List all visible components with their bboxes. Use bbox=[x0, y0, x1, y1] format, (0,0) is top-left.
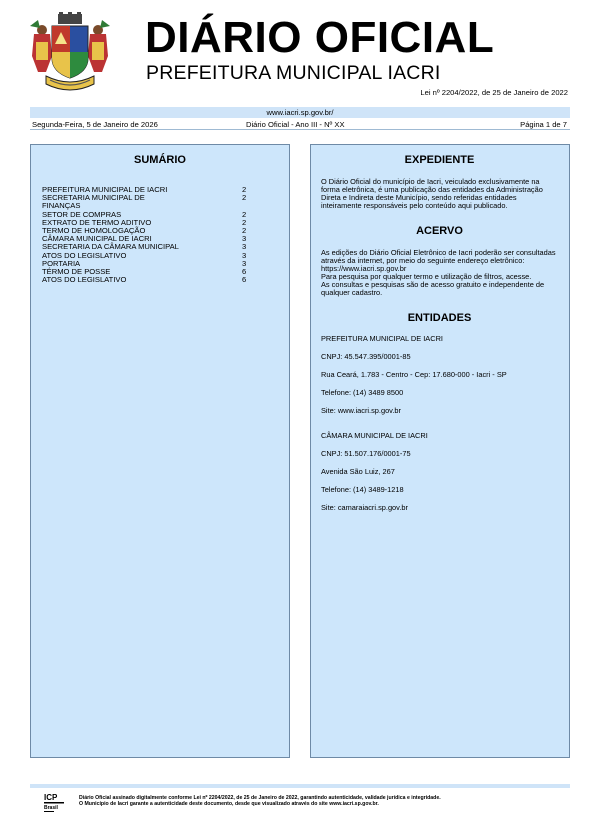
acervo-text-line: Para pesquisa por qualquer termo e utilização de filtros, acesse. bbox=[321, 272, 532, 281]
expediente-panel bbox=[310, 144, 570, 758]
page-title: DIÁRIO OFICIAL bbox=[145, 13, 495, 62]
expediente-text: O Diário Oficial do município de Iacri, veiculado exclusivamente na forma eletrônica, é uma publicação das entidades da Administração Direta e Indireta deste Município, sendo referidas entidades inteiramente responsáveis pelo conteúdo aqui publicado. bbox=[321, 177, 543, 210]
footer-divider bbox=[30, 784, 570, 788]
acervo-heading: ACERVO bbox=[416, 225, 463, 237]
sumario-item-label: CÂMARA MUNICIPAL DE IACRI bbox=[42, 234, 152, 244]
entidades-heading: ENTIDADES bbox=[407, 312, 472, 324]
sumario-heading: SUMÁRIO bbox=[134, 154, 186, 166]
municipal-coat-of-arms-icon bbox=[28, 12, 112, 92]
sumario-item-label: TERMO DE HOMOLOGAÇÃO bbox=[42, 226, 146, 236]
sumario-item-page: 2 bbox=[242, 226, 247, 236]
sumario-item-page: 3 bbox=[242, 234, 247, 244]
entity-address: Avenida São Luiz, 267 bbox=[321, 467, 395, 476]
sumario-item-page: 2 bbox=[242, 193, 247, 203]
sumario-item-label: TÉRMO DE POSSE bbox=[42, 267, 111, 277]
footer bbox=[30, 784, 570, 814]
entity-name: PREFEITURA MUNICIPAL DE IACRI bbox=[321, 334, 443, 343]
sumario-item-page: 2 bbox=[242, 209, 247, 219]
sumario-list bbox=[42, 186, 256, 284]
sumario-item-page: 3 bbox=[242, 258, 247, 268]
edition-info-bar bbox=[30, 107, 570, 131]
sumario-item-label: SECRETARIA DA CÂMARA MUNICIPAL bbox=[42, 242, 179, 252]
footer-legal-text bbox=[79, 795, 441, 808]
icp-brasil-logo-icon bbox=[43, 792, 65, 814]
page-indicator: Página 1 de 7 bbox=[520, 120, 567, 129]
sumario-item-page: 2 bbox=[242, 185, 247, 194]
sumario-item-label: FINANÇAS bbox=[42, 201, 81, 211]
entity-name: CÂMARA MUNICIPAL DE IACRI bbox=[321, 431, 428, 440]
lei-reference: Lei nº 2204/2022, de 25 de Janeiro de 2022 bbox=[420, 88, 568, 97]
sumario-item-label: ATOS DO LEGISLATIVO bbox=[42, 275, 127, 285]
sumario-item-label: SECRETARIA MUNICIPAL DE bbox=[42, 193, 145, 203]
sumario-item-label: PREFEITURA MUNICIPAL DE IACRI bbox=[42, 185, 168, 194]
edition-date: Segunda-Feira, 5 de Janeiro de 2026 bbox=[32, 120, 158, 129]
sumario-item-label: PORTARIA bbox=[42, 258, 81, 268]
footer-line: O Município de Iacri garante a autenticidade deste documento, desde que visualizado através do site www.iacri.sp.gov.br. bbox=[79, 801, 379, 808]
edition-row bbox=[30, 118, 570, 130]
entity-address: Rua Ceará, 1.783 - Centro - Cep: 17.680-000 - Iacri - SP bbox=[321, 370, 507, 379]
entity-phone: Telefone: (14) 3489-1218 bbox=[321, 485, 404, 494]
sumario-item-page: 2 bbox=[242, 217, 247, 227]
sumario-item-label: EXTRATO DE TERMO ADITIVO bbox=[42, 217, 152, 227]
entity-site[interactable]: Site: www.iacri.sp.gov.br bbox=[321, 406, 401, 415]
entity-camara bbox=[321, 432, 558, 512]
acervo-text bbox=[321, 249, 558, 297]
svg-text:ICP: ICP bbox=[44, 793, 58, 802]
acervo-text-line: As edições do Diário Oficial Eletrônico de Iacri poderão ser consultadas através da internet, por meio do seguinte endereço eletrônico: https://www.iacri.sp.gov.br bbox=[321, 248, 556, 273]
list-item[interactable] bbox=[42, 276, 256, 284]
masthead bbox=[0, 0, 600, 105]
sumario-item-page: 3 bbox=[242, 242, 247, 252]
entity-phone: Telefone: (14) 3489 8500 bbox=[321, 388, 404, 397]
site-url[interactable]: www.iacri.sp.gov.br/ bbox=[30, 107, 570, 118]
entity-cnpj: CNPJ: 51.507.176/0001-75 bbox=[321, 449, 411, 458]
svg-text:Brasil: Brasil bbox=[44, 805, 58, 811]
sumario-item-label: SETOR DE COMPRAS bbox=[42, 209, 122, 219]
sumario-item-page: 3 bbox=[242, 250, 247, 260]
acervo-text-line: As consultas e pesquisas são de acesso gratuito e independente de qualquer cadastro. bbox=[321, 280, 545, 297]
sumario-item-page: 6 bbox=[242, 275, 247, 285]
sumario-item-label: ATOS DO LEGISLATIVO bbox=[42, 250, 127, 260]
sumario-item-page: 6 bbox=[242, 267, 247, 277]
page-subtitle: PREFEITURA MUNICIPAL IACRI bbox=[146, 62, 441, 84]
footer-line: Diário Oficial assinado digitalmente conforme Lei nº 2204/2022, de 25 de Janeiro de 2022, garantindo autenticidade, validade jurídica e integridade. bbox=[79, 795, 441, 801]
sumario-panel bbox=[30, 144, 290, 758]
edition-number: Diário Oficial - Ano III - Nº XX bbox=[246, 120, 345, 129]
entity-prefeitura bbox=[321, 335, 558, 415]
entity-site[interactable]: Site: camaraiacri.sp.gov.br bbox=[321, 503, 408, 512]
entity-cnpj: CNPJ: 45.547.395/0001-85 bbox=[321, 352, 411, 361]
expediente-heading: EXPEDIENTE bbox=[404, 154, 475, 166]
